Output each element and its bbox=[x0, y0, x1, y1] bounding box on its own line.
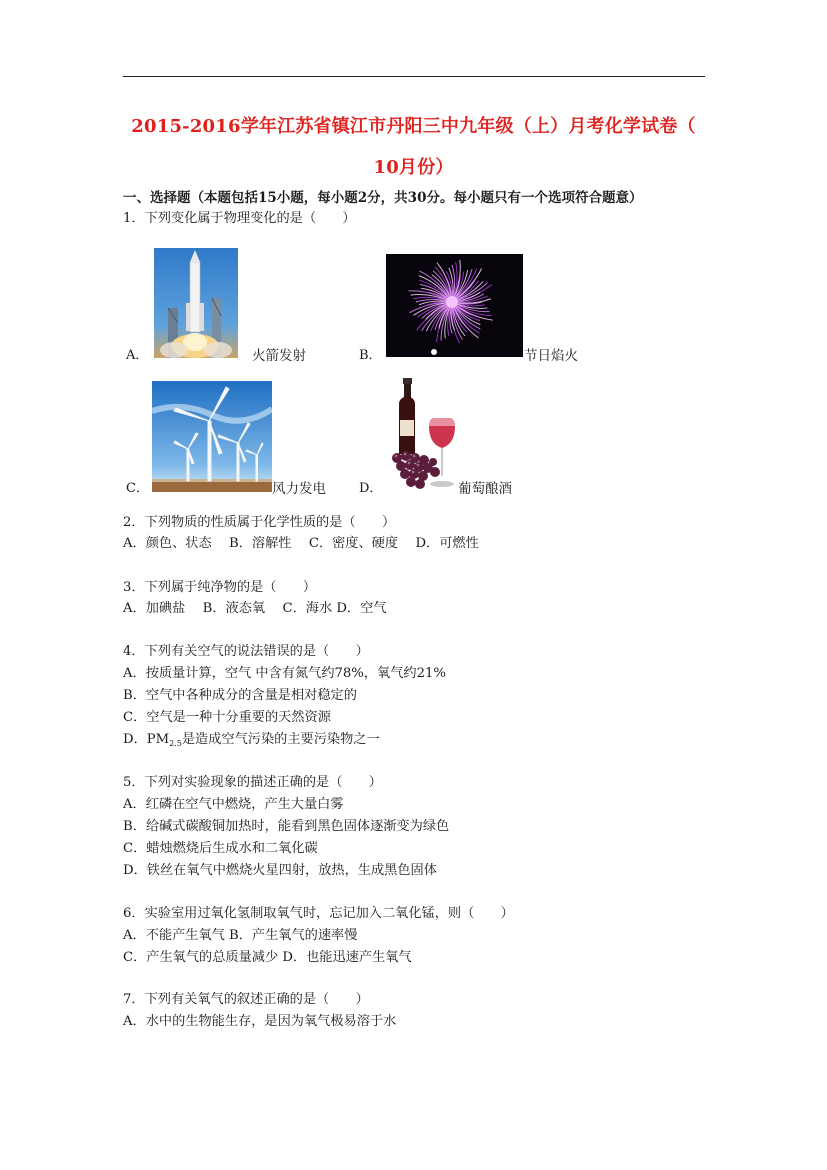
q1-stem: 1．下列变化属于物理变化的是（ ） bbox=[123, 211, 356, 226]
q6-stem: 6．实验室用过氧化氢制取氧气时，忘记加入二氧化锰，则（ ） bbox=[123, 906, 514, 921]
q1-option-d-caption: 葡萄酿酒 bbox=[458, 481, 512, 497]
header-rule bbox=[123, 76, 705, 77]
q1-option-c-letter: C． bbox=[126, 481, 149, 496]
q4-option-d-prefix: D．PM bbox=[123, 732, 170, 747]
q4-option-a: A．按质量计算，空气 中含有氮气约78%，氧气约21% bbox=[123, 666, 446, 681]
page-title-line-2: 10月份） bbox=[373, 157, 454, 178]
q1-option-a-letter: A． bbox=[126, 348, 149, 363]
q3-options: A．加碘盐 B．液态氧 C．海水 D．空气 bbox=[123, 601, 387, 616]
q1-option-c-caption: 风力发电 bbox=[272, 481, 326, 497]
q4-option-b: B．空气中各种成分的含量是相对稳定的 bbox=[123, 688, 357, 703]
page-title-line-1: 2015-2016学年江苏省镇江市丹阳三中九年级（上）月考化学试卷（ bbox=[131, 116, 696, 137]
rocket-launch-image bbox=[154, 248, 238, 358]
q1-option-b-letter: B． bbox=[359, 348, 382, 363]
q4-option-d-suffix: 是造成空气污染的主要污染物之一 bbox=[181, 732, 380, 747]
q4-option-d-subscript: 2.5 bbox=[169, 739, 182, 748]
q1-option-a-caption: 火箭发射 bbox=[252, 348, 306, 364]
q5-option-c: C．蜡烛燃烧后生成水和二氧化碳 bbox=[123, 841, 318, 856]
q7-option-a: A．水中的生物能生存，是因为氧气极易溶于水 bbox=[123, 1014, 397, 1029]
q3-stem: 3．下列属于纯净物的是（ ） bbox=[123, 580, 317, 595]
q5-option-a: A．红磷在空气中燃烧，产生大量白雾 bbox=[123, 797, 344, 812]
q4-stem: 4．下列有关空气的说法错误的是（ ） bbox=[123, 644, 369, 659]
q5-option-b: B．给碱式碳酸铜加热时，能看到黑色固体逐渐变为绿色 bbox=[123, 819, 450, 834]
q5-stem: 5．下列对实验现象的描述正确的是（ ） bbox=[123, 775, 382, 790]
q1-option-d-letter: D． bbox=[359, 481, 383, 496]
q2-stem: 2．下列物质的性质属于化学性质的是（ ） bbox=[123, 515, 396, 530]
q7-stem: 7．下列有关氧气的叙述正确的是（ ） bbox=[123, 992, 369, 1007]
q4-option-d bbox=[123, 731, 380, 753]
q6-options-cd: C．产生氧气的总质量减少 D．也能迅速产生氧气 bbox=[123, 950, 412, 965]
q2-options: A．颜色、状态 B．溶解性 C．密度、硬度 D．可燃性 bbox=[123, 536, 479, 551]
section-heading: 一、选择题（本题包括15小题，每小题2分，共30分。每小题只有一个选项符合题意） bbox=[123, 190, 643, 206]
q6-options-ab: A．不能产生氧气 B．产生氧气的速率慢 bbox=[123, 928, 358, 943]
wind-turbines-image bbox=[152, 381, 272, 492]
wine-grapes-image bbox=[387, 374, 461, 494]
fireworks-image bbox=[386, 254, 523, 357]
q4-option-c: C．空气是一种十分重要的天然资源 bbox=[123, 710, 331, 725]
q1-option-b-caption: 节日焰火 bbox=[524, 348, 578, 364]
q5-option-d: D．铁丝在氧气中燃烧火星四射，放热，生成黑色固体 bbox=[123, 863, 437, 878]
